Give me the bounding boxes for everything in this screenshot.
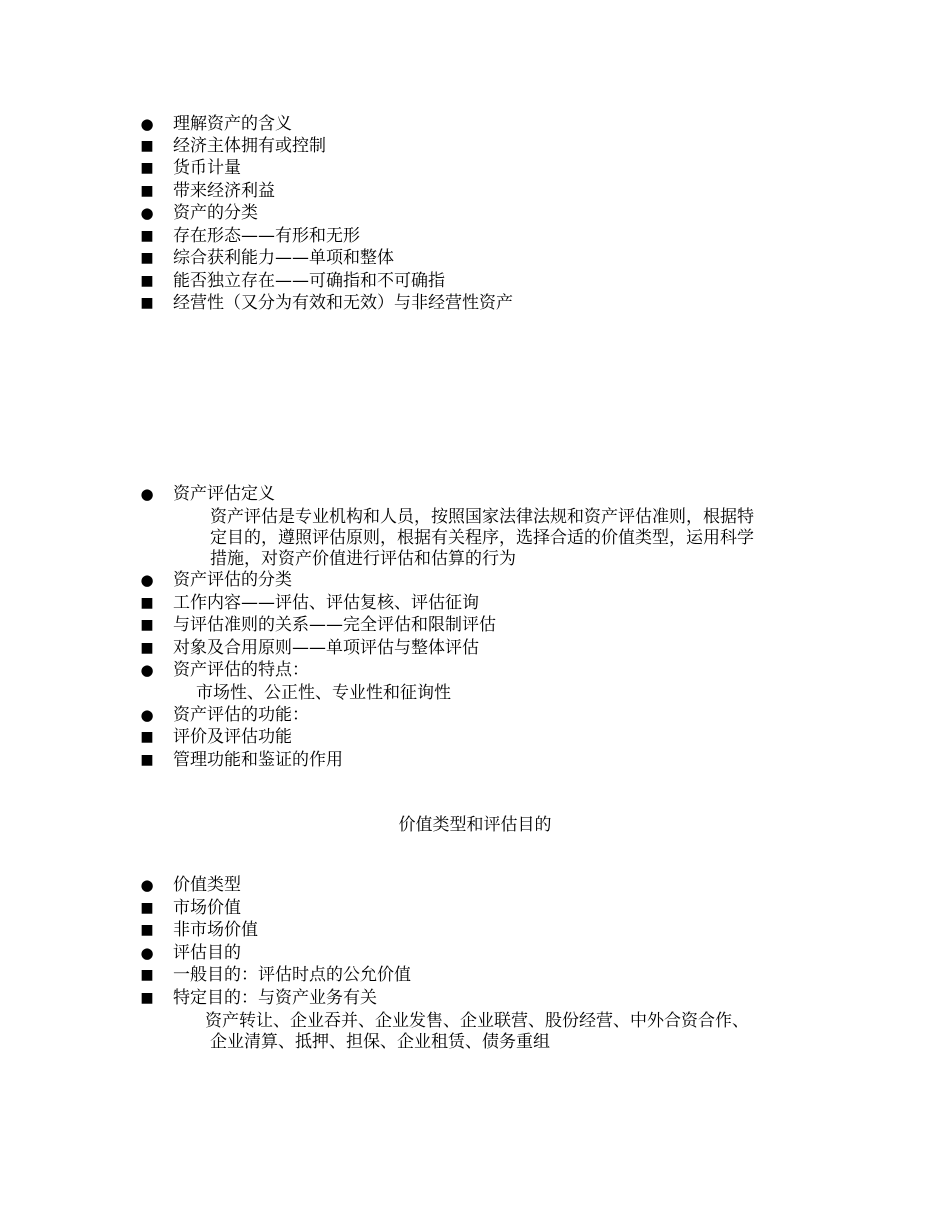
list-item-text: 管理功能和鉴证的作用 xyxy=(173,750,343,770)
list-item-text: 能否独立存在——可确指和不可确指 xyxy=(173,271,445,291)
list-item-text: 与评估准则的关系——完全评估和限制评估 xyxy=(173,615,496,635)
list-item-text: 资产评估的功能： xyxy=(173,705,309,725)
definition-paragraph-line: 定目的，遵照评估原则，根据有关程序，选择合适的价值类型，运用科学 xyxy=(210,528,754,548)
bullet-square-icon: ■ xyxy=(140,967,154,983)
bullet-square-icon: ■ xyxy=(140,922,154,938)
list-item-text: 货币计量 xyxy=(173,158,241,178)
list-item-text: 资产评估的特点： xyxy=(173,660,309,680)
list-item-text: 市场价值 xyxy=(173,898,241,918)
list-item-text: 经营性（又分为有效和无效）与非经营性资产 xyxy=(173,293,513,313)
list-item-text: 评价及评估功能 xyxy=(173,727,292,747)
bullet-square-icon: ■ xyxy=(140,595,154,611)
bullet-square-icon: ■ xyxy=(140,900,154,916)
list-item-text: 工作内容——评估、评估复核、评估征询 xyxy=(173,593,479,613)
list-item-text: 评估目的 xyxy=(173,943,241,963)
bullet-dot-icon: ● xyxy=(140,571,154,589)
bullet-dot-icon: ● xyxy=(140,204,154,222)
list-item-text: 对象及合用原则——单项评估与整体评估 xyxy=(173,638,479,658)
bullet-square-icon: ■ xyxy=(140,138,154,154)
bullet-square-icon: ■ xyxy=(140,990,154,1006)
list-item-text: 非市场价值 xyxy=(173,920,258,940)
list-item-text: 理解资产的含义 xyxy=(173,114,292,134)
definition-paragraph-line: 资产评估是专业机构和人员，按照国家法律法规和资产评估准则，根据特 xyxy=(210,507,754,527)
bullet-square-icon: ■ xyxy=(140,228,154,244)
list-item-text: 资产的分类 xyxy=(173,203,258,223)
list-item-text: 一般目的：评估时点的公允价值 xyxy=(173,965,411,985)
bullet-dot-icon: ● xyxy=(140,661,154,679)
bullet-square-icon: ■ xyxy=(140,273,154,289)
bullet-square-icon: ■ xyxy=(140,183,154,199)
list-item-text: 资产评估的分类 xyxy=(173,570,292,590)
list-item-text: 综合获利能力——单项和整体 xyxy=(173,248,394,268)
list-item-text: 价值类型 xyxy=(173,875,241,895)
list-item-text: 资产评估定义 xyxy=(173,484,275,504)
bullet-square-icon: ■ xyxy=(140,160,154,176)
bullet-square-icon: ■ xyxy=(140,295,154,311)
bullet-dot-icon: ● xyxy=(140,876,154,894)
purpose-list-line: 资产转让、企业吞并、企业发售、企业联营、股份经营、中外合资合作、 xyxy=(205,1011,749,1031)
definition-paragraph-line: 措施，对资产价值进行评估和估算的行为 xyxy=(210,549,516,569)
bullet-dot-icon: ● xyxy=(140,485,154,503)
bullet-square-icon: ■ xyxy=(140,729,154,745)
section-title: 价值类型和评估目的 xyxy=(398,815,552,835)
purpose-list-line: 企业清算、抵押、担保、企业租赁、债务重组 xyxy=(210,1032,550,1052)
list-item-text: 特定目的：与资产业务有关 xyxy=(173,988,377,1008)
list-item-text: 经济主体拥有或控制 xyxy=(173,136,326,156)
list-item-text: 存在形态——有形和无形 xyxy=(173,226,360,246)
features-text: 市场性、公正性、专业性和征询性 xyxy=(196,683,451,703)
bullet-dot-icon: ● xyxy=(140,115,154,133)
bullet-dot-icon: ● xyxy=(140,706,154,724)
bullet-square-icon: ■ xyxy=(140,250,154,266)
bullet-square-icon: ■ xyxy=(140,752,154,768)
bullet-square-icon: ■ xyxy=(140,640,154,656)
bullet-dot-icon: ● xyxy=(140,944,154,962)
list-item-text: 带来经济利益 xyxy=(173,181,275,201)
bullet-square-icon: ■ xyxy=(140,617,154,633)
